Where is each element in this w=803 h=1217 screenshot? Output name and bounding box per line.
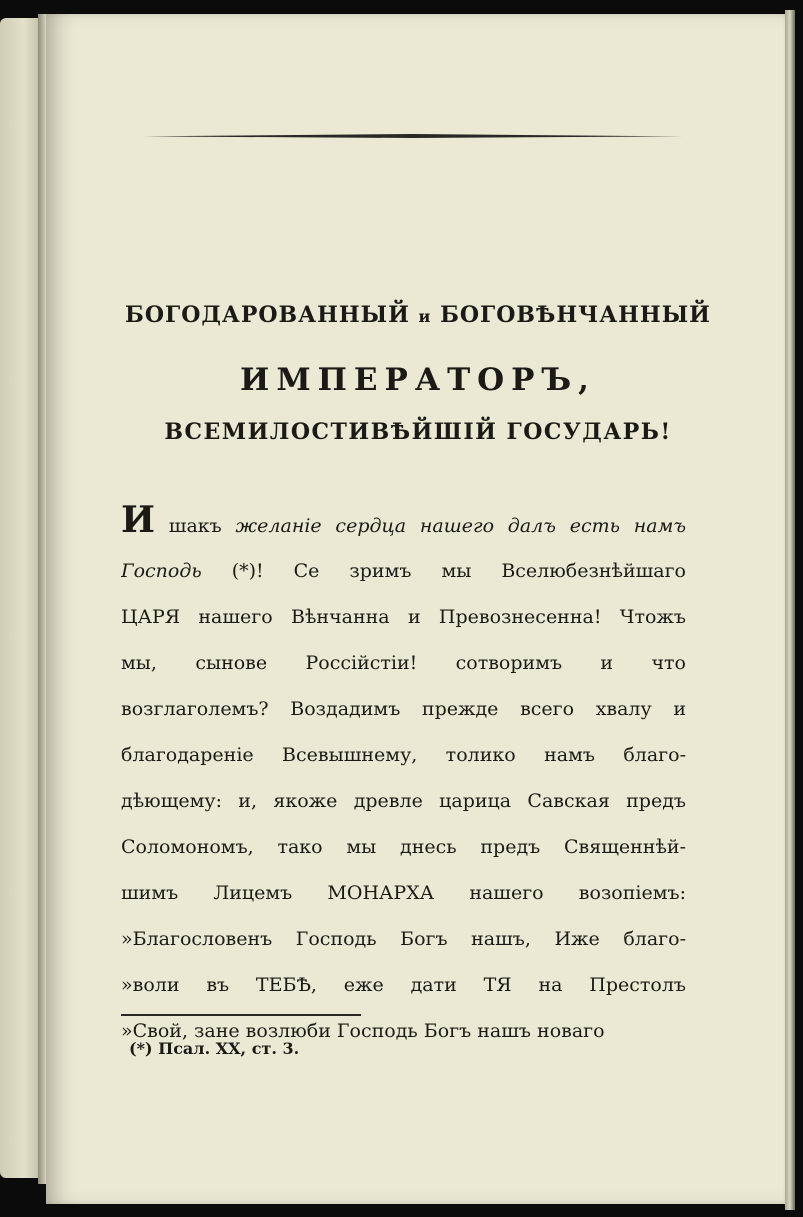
body-line: дѣющему: и, якоже древле царица Савская предъ bbox=[121, 790, 686, 812]
heading-title-b: БОГОВѢНЧАННЫЙ bbox=[440, 302, 711, 328]
heading-line-1 bbox=[46, 302, 790, 328]
page-fore-edge bbox=[785, 10, 795, 1210]
body-line: Соломономъ, тако мы днесь предъ Священнѣй- bbox=[121, 836, 686, 858]
drop-cap: И bbox=[121, 502, 156, 541]
body-italic-span: Господь bbox=[121, 560, 202, 582]
body-paragraph bbox=[121, 502, 686, 1054]
body-line: благодареніе Всевышнему, толико намъ благо- bbox=[121, 744, 686, 766]
body-line: »Свой, зане возлюби Господь Богъ нашъ новаго bbox=[121, 1020, 605, 1042]
body-text-span: шакъ bbox=[155, 515, 236, 537]
footnote-rule bbox=[121, 1014, 361, 1016]
body-line: возглаголемъ? Воздадимъ прежде всего хвалу и bbox=[121, 698, 686, 720]
body-line: »воли въ ТЕБѢ, еже дати ТЯ на Престолъ bbox=[121, 974, 686, 996]
body-line bbox=[121, 502, 686, 548]
body-line: шимъ Лицемъ МОНАРХА нашего возопіемъ: bbox=[121, 882, 686, 904]
footnote: (*) Псал. XX, ст. 3. bbox=[129, 1039, 300, 1058]
heading-conjunction: и bbox=[418, 307, 432, 326]
heading-title-a: БОГОДАРОВАННЫЙ bbox=[125, 302, 410, 328]
book-page bbox=[46, 14, 790, 1204]
body-line: ЦАРЯ нашего Вѣнчанна и Превознесенна! Чтожъ bbox=[121, 606, 686, 628]
heading-sovereign: ВСЕМИЛОСТИВѢЙШІЙ ГОСУДАРЬ! bbox=[164, 419, 672, 445]
heading-emperor: ИМПЕРАТОРЪ, bbox=[240, 362, 596, 398]
body-line: мы, сынове Россійстіи! сотворимъ и что bbox=[121, 652, 686, 674]
body-italic-span: желаніе сердца нашего далъ есть намъ bbox=[235, 515, 686, 537]
header-ornamental-rule bbox=[143, 134, 683, 138]
body-text-span: (*)! Се зримъ мы Вселюбезнѣйшаго bbox=[201, 560, 686, 582]
body-line: »Благословенъ Господь Богъ нашъ, Иже благо- bbox=[121, 928, 686, 950]
body-line bbox=[121, 548, 686, 594]
